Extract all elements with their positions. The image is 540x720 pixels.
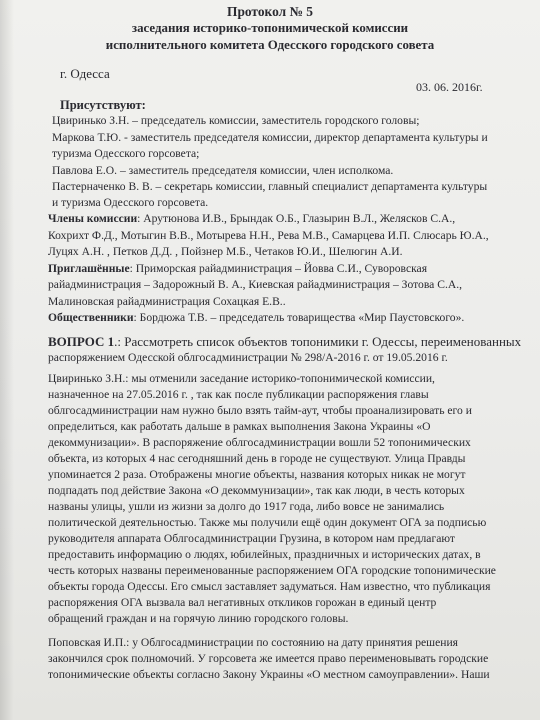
question-line: распоряжением Одесской облгосадминистрации № 298/А-2016 г. от 19.05.2016 г. bbox=[48, 351, 448, 364]
speech2-line: топонимические объекты согласно Закону Украины «О местном самоуправлении». Наши bbox=[48, 668, 490, 681]
speech1-line: объекта, из которых 4 нас сегодняшний день в городе не существуют. Улица Правды bbox=[48, 452, 466, 465]
speech1-line: руководителя аппарата Облгосадминистрации Грузина, в котором нам предлагают bbox=[48, 532, 455, 545]
speech1-line: предоставить информацию о людях, юбилейных, праздничных и исторических датах, в bbox=[48, 548, 481, 561]
present-line: Павлова Е.О. – заместитель председателя комиссии, член исполкома. bbox=[52, 164, 394, 177]
invited-text: : Приморская райадминистрация – Йовва С.И., Суворовская bbox=[129, 262, 428, 275]
question-line bbox=[48, 334, 521, 350]
members-line: Луцях А.Н. , Петков Д.Д. , Пойзнер М.Б., Четаков Ю.И., Шелюгин А.И. bbox=[48, 245, 403, 258]
members-heading: Члены комиссии bbox=[48, 212, 138, 225]
members-line: Кохрихт Ф.Д., Мотыгин В.В., Мотырева Н.Н., Рева М.В., Самарцева И.П. Слюсарь Ю.А., bbox=[48, 229, 489, 242]
present-line: Цвиринько З.Н. – председатель комиссии, заместитель городского головы; bbox=[52, 114, 420, 127]
speech1-line: подпадать под действие Закона «О декоммунизации», так как люди, в честь которых bbox=[48, 484, 465, 497]
speech1-line: распоряжения ОГА вызвала вал негативных откликов горожан в единый центр bbox=[48, 596, 437, 609]
invited-line: райадминистрация – Задорожный В. А., Киевская райадминистрация – Зотова С.А., bbox=[48, 278, 463, 291]
speech2-line: Поповская И.П.: у Облгосадминистрации по состоянию на дату принятия решения bbox=[48, 636, 458, 649]
present-line: туризма Одесского горсовета; bbox=[52, 147, 200, 160]
speech1-line: облгосадминистрации нам нужно было взять тайм-аут, чтобы проанализировать его и bbox=[48, 404, 472, 417]
present-line: Маркова Т.Ю. - заместитель председателя комиссии, директор департамента культуры и bbox=[52, 131, 488, 144]
city: г. Одесса bbox=[60, 66, 110, 81]
invited-line bbox=[48, 262, 427, 275]
public-line bbox=[48, 311, 464, 324]
speech1-line: упоминается 2 раза. Отображены многие объекты, названия которых никак не могут bbox=[48, 468, 466, 481]
speech2-line: закончился срок полномочий. У горсовета же имеется право переименовывать городские bbox=[48, 652, 489, 665]
members-line bbox=[48, 212, 455, 225]
protocol-title: Протокол № 5 bbox=[227, 4, 313, 19]
speech1-line: честь которых названы переименованные распоряжением ОГА городские топонимические bbox=[48, 564, 496, 577]
protocol-subtitle: заседания историко-топонимической комиссии bbox=[131, 21, 409, 35]
invited-line: Малиновская райадминистрация Сохацкая Е.В.. bbox=[48, 295, 286, 308]
invited-heading: Приглашённые bbox=[48, 262, 130, 275]
present-heading: Присутствуют: bbox=[60, 98, 146, 112]
members-text: : Арутюнова И.В., Брындак О.Б., Глазырин В.Л., Желясков С.А., bbox=[137, 212, 456, 225]
speech1-line: декоммунизации». В распоряжение облгосадминистрации вошли 52 топонимических bbox=[48, 436, 471, 449]
speech1-line: определиться, как работать дальше в рамках выполнения Закона Украины «О bbox=[48, 420, 431, 433]
public-text: : Бордюжа Т.В. – председатель товарищества «Мир Паустовского». bbox=[133, 311, 465, 324]
speech1-line: названы улицы, ушли из жизни за долго до 1917 года, либо вовсе не занимались bbox=[48, 500, 445, 513]
speech1-line: Цвиринько З.Н.: мы отменили заседание историко-топонимической комиссии, bbox=[48, 372, 435, 385]
speech1-line: объекты города Одессы. Его смысл заставляет задуматься. Нам известно, что публикация bbox=[48, 580, 491, 593]
speech1-line: назначенное на 27.05.2016 г. , так как после публикации распоряжения главы bbox=[48, 388, 429, 401]
date: 03. 06. 2016г. bbox=[416, 80, 483, 94]
protocol-organization: исполнительного комитета Одесского городского совета bbox=[105, 38, 435, 52]
speech1-line: политической деятельностью. Также мы получили ещё один документ ОГА за подписью bbox=[48, 516, 487, 529]
question-text: .: Рассмотреть список объектов топонимики г. Одессы, переименованных bbox=[114, 334, 522, 349]
public-heading: Общественники bbox=[48, 311, 134, 324]
speech1-line: обращений граждан и на горячую линию городского головы. bbox=[48, 612, 349, 625]
present-line: и туризма Одесского горсовета. bbox=[52, 196, 209, 209]
question-heading: ВОПРОС 1 bbox=[48, 334, 115, 349]
page-edge-shadow bbox=[0, 0, 14, 720]
present-line: Пастерначенко В. В. – секретарь комиссии, главный специалист департамента культуры bbox=[52, 180, 488, 193]
